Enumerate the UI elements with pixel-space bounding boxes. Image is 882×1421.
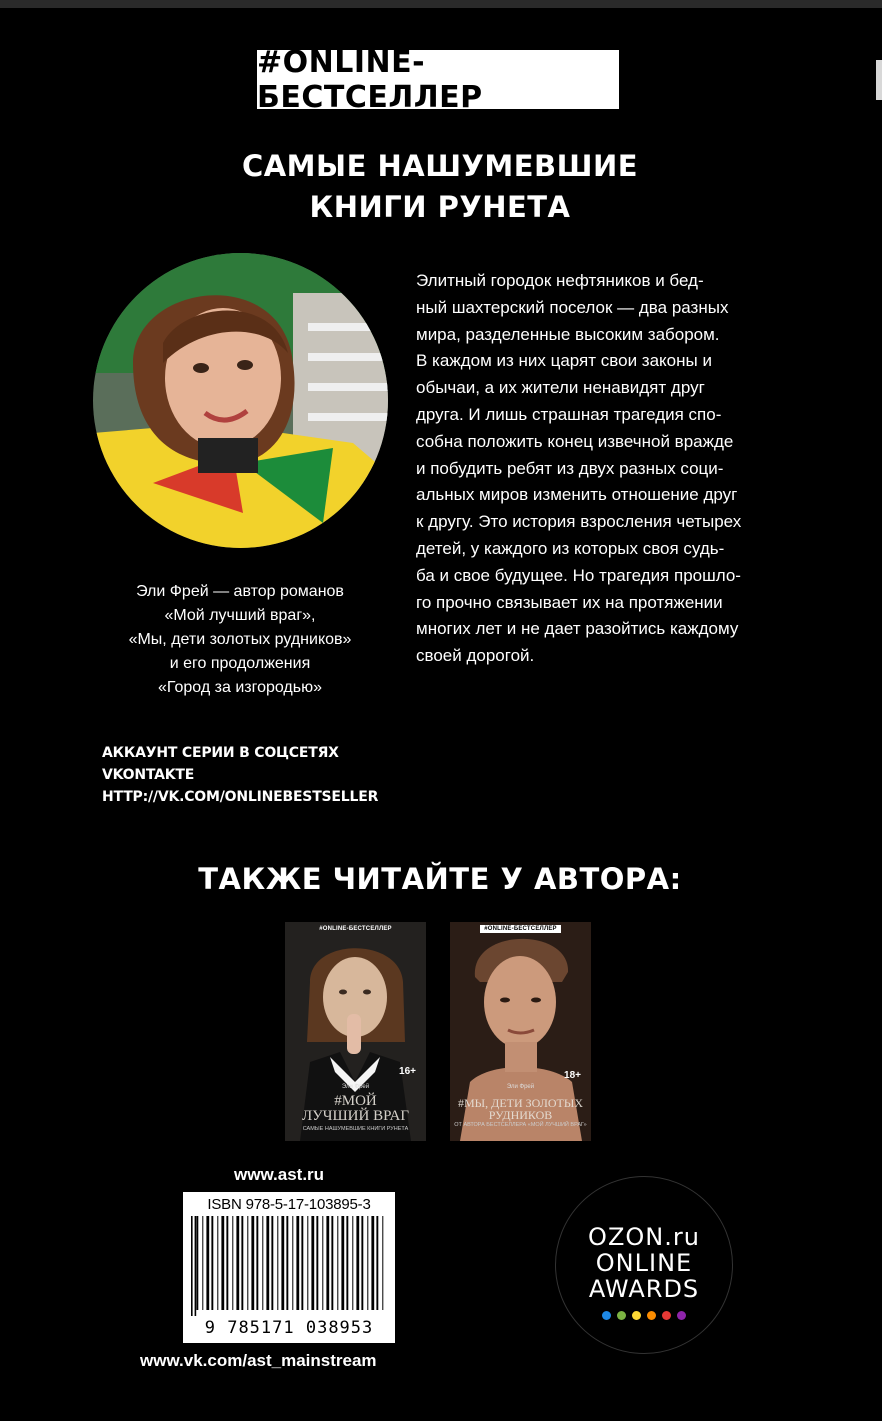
barcode-bar <box>281 1216 284 1310</box>
barcode-bar <box>221 1216 224 1310</box>
isbn-number: ISBN 978-5-17-103895-3 <box>207 1196 371 1213</box>
barcode-bar <box>326 1216 329 1310</box>
caption-line: и его продолжения <box>169 655 311 672</box>
barcode-bar <box>262 1216 263 1310</box>
description-line: обычаи, а их жители ненавидят друг <box>416 378 705 398</box>
awards-dot <box>602 1311 611 1320</box>
barcode-digits: 9 785171 038953 <box>204 1318 374 1338</box>
author-caption <box>90 580 390 700</box>
description-line: детей, у каждого из которых своя судь- <box>416 538 725 558</box>
awards-dot <box>647 1311 656 1320</box>
social-heading: АККАУНТ СЕРИИ В СОЦСЕТЯХ <box>102 745 339 761</box>
description-line: В каждом из них царят свои законы и <box>416 351 712 371</box>
description-line: и побудить ребят из двух разных соци- <box>416 458 724 478</box>
barcode-bar <box>241 1216 243 1310</box>
barcode-bars <box>189 1216 389 1316</box>
barcode-bar <box>217 1216 218 1310</box>
headline <box>160 146 720 228</box>
awards-dot <box>662 1311 671 1320</box>
book-description <box>416 268 796 670</box>
description-line: к другу. Это история взросления четырех <box>416 512 742 532</box>
caption-line: «Мы, дети золотых рудников» <box>128 631 352 648</box>
barcode-bar <box>356 1216 359 1310</box>
barcode-bar <box>211 1216 213 1310</box>
barcode-bar <box>286 1216 288 1310</box>
barcode-bar <box>322 1216 323 1310</box>
author-photo <box>93 253 388 548</box>
awards-line-3: AWARDS <box>588 1275 700 1303</box>
barcode-bar <box>202 1216 203 1310</box>
caption-line: «Город за изгородью» <box>158 679 322 696</box>
book-author: Эли Фрей <box>506 1084 535 1090</box>
barcode-bar <box>301 1216 303 1310</box>
book-series-text: #ONLINE-БЕСТСЕЛЛЕР <box>480 925 561 933</box>
barcode-bar <box>271 1216 273 1310</box>
description-line: многих лет и не дает разойтись каждому <box>416 619 739 639</box>
barcode-bar <box>337 1216 338 1310</box>
awards-line-2: ONLINE <box>595 1249 693 1277</box>
awards-dot <box>677 1311 686 1320</box>
barcode-bar <box>352 1216 353 1310</box>
barcode-bar <box>346 1216 348 1310</box>
awards-line-1: OZON.ru <box>588 1223 700 1251</box>
barcode-bar <box>232 1216 233 1310</box>
barcode-bar <box>296 1216 299 1310</box>
description-line: ный шахтерский поселок — два разных <box>416 297 729 317</box>
awards-dot <box>632 1311 641 1320</box>
top-edge <box>0 0 882 8</box>
barcode-bar <box>316 1216 318 1310</box>
book-title-line: РУДНИКОВ <box>488 1108 553 1122</box>
barcode-bar <box>371 1216 374 1310</box>
barcode-bar <box>191 1216 193 1316</box>
caption-line: «Мой лучший враг», <box>164 607 316 624</box>
barcode-bar <box>341 1216 344 1310</box>
barcode-bar <box>226 1216 228 1310</box>
headline-line-2: КНИГИ РУНЕТА <box>309 190 571 224</box>
description-line: собна положить конец извечной вражде <box>416 431 734 451</box>
publisher-vk-url[interactable]: www.vk.com/ast_mainstream <box>140 1351 377 1370</box>
description-line: своей дорогой. <box>416 646 535 666</box>
book-series-label: #ONLINE-БЕСТСЕЛЛЕР <box>319 926 392 932</box>
barcode-bar <box>251 1216 254 1310</box>
barcode-bar <box>247 1216 248 1310</box>
social-link[interactable]: HTTP://VK.COM/ONLINEBESTSELLER <box>102 789 379 805</box>
barcode-bar <box>382 1216 383 1310</box>
description-line: го прочно связывает их на протяжении <box>416 592 723 612</box>
book-title-line: #МОЙ <box>334 1093 377 1109</box>
series-badge: #ONLINE-БЕСТСЕЛЛЕР <box>257 50 619 109</box>
barcode-bar <box>307 1216 308 1310</box>
barcode-bar <box>196 1216 198 1310</box>
edge-fragment <box>876 60 882 100</box>
barcode-bar <box>311 1216 314 1310</box>
ozon-awards-logo <box>555 1176 733 1354</box>
barcode-bar <box>206 1216 209 1310</box>
book-age-rating: 18+ <box>564 1070 581 1081</box>
book-cover-gold-mines[interactable] <box>450 922 591 1141</box>
also-read-title: ТАКЖЕ ЧИТАЙТЕ У АВТОРА: <box>198 862 682 896</box>
book-series-label <box>450 926 591 932</box>
book-tagline: САМЫЕ НАШУМЕВШИЕ КНИГИ РУНЕТА <box>302 1126 409 1132</box>
barcode-bar <box>331 1216 333 1310</box>
description-line: друга. И лишь страшная трагедия спо- <box>416 404 722 424</box>
barcode-bar <box>361 1216 363 1310</box>
description-line: альных миров изменить отношение друг <box>416 485 738 505</box>
social-block <box>102 742 378 808</box>
awards-dot <box>617 1311 626 1320</box>
description-line: Элитный городок нефтяников и бед- <box>416 271 704 290</box>
book-age-rating: 16+ <box>399 1066 416 1077</box>
barcode-bar <box>256 1216 258 1310</box>
barcode-bar <box>367 1216 368 1310</box>
isbn-barcode <box>182 1191 396 1344</box>
social-network: VKONTAKTE <box>102 767 195 783</box>
book-title <box>285 1094 426 1124</box>
caption-line: Эли Фрей — автор романов <box>136 583 344 600</box>
book-title <box>450 1097 591 1121</box>
headline-line-1: САМЫЕ НАШУМЕВШИЕ <box>241 149 639 183</box>
publisher-site-url[interactable]: www.ast.ru <box>234 1165 325 1184</box>
book-title-line: ЛУЧШИЙ ВРАГ <box>301 1108 410 1124</box>
barcode-bar <box>236 1216 239 1310</box>
book-tagline: ОТ АВТОРА БЕСТСЕЛЛЕРА «МОЙ ЛУЧШИЙ ВРАГ» <box>454 1122 587 1128</box>
barcode-bar <box>195 1216 197 1316</box>
book-cover-my-best-enemy[interactable] <box>285 922 426 1141</box>
awards-color-dots <box>556 1311 732 1320</box>
book-author: Эли Фрей <box>341 1084 370 1090</box>
description-line: мира, разделенные высоким забором. <box>416 324 720 344</box>
description-line: ба и свое будущее. Но трагедия прошло- <box>416 565 741 585</box>
barcode-bar <box>376 1216 378 1310</box>
barcode-bar <box>277 1216 278 1310</box>
book-title-line: #МЫ, ДЕТИ ЗОЛОТЫХ <box>458 1096 583 1110</box>
barcode-bar <box>266 1216 269 1310</box>
barcode-bar <box>292 1216 293 1310</box>
